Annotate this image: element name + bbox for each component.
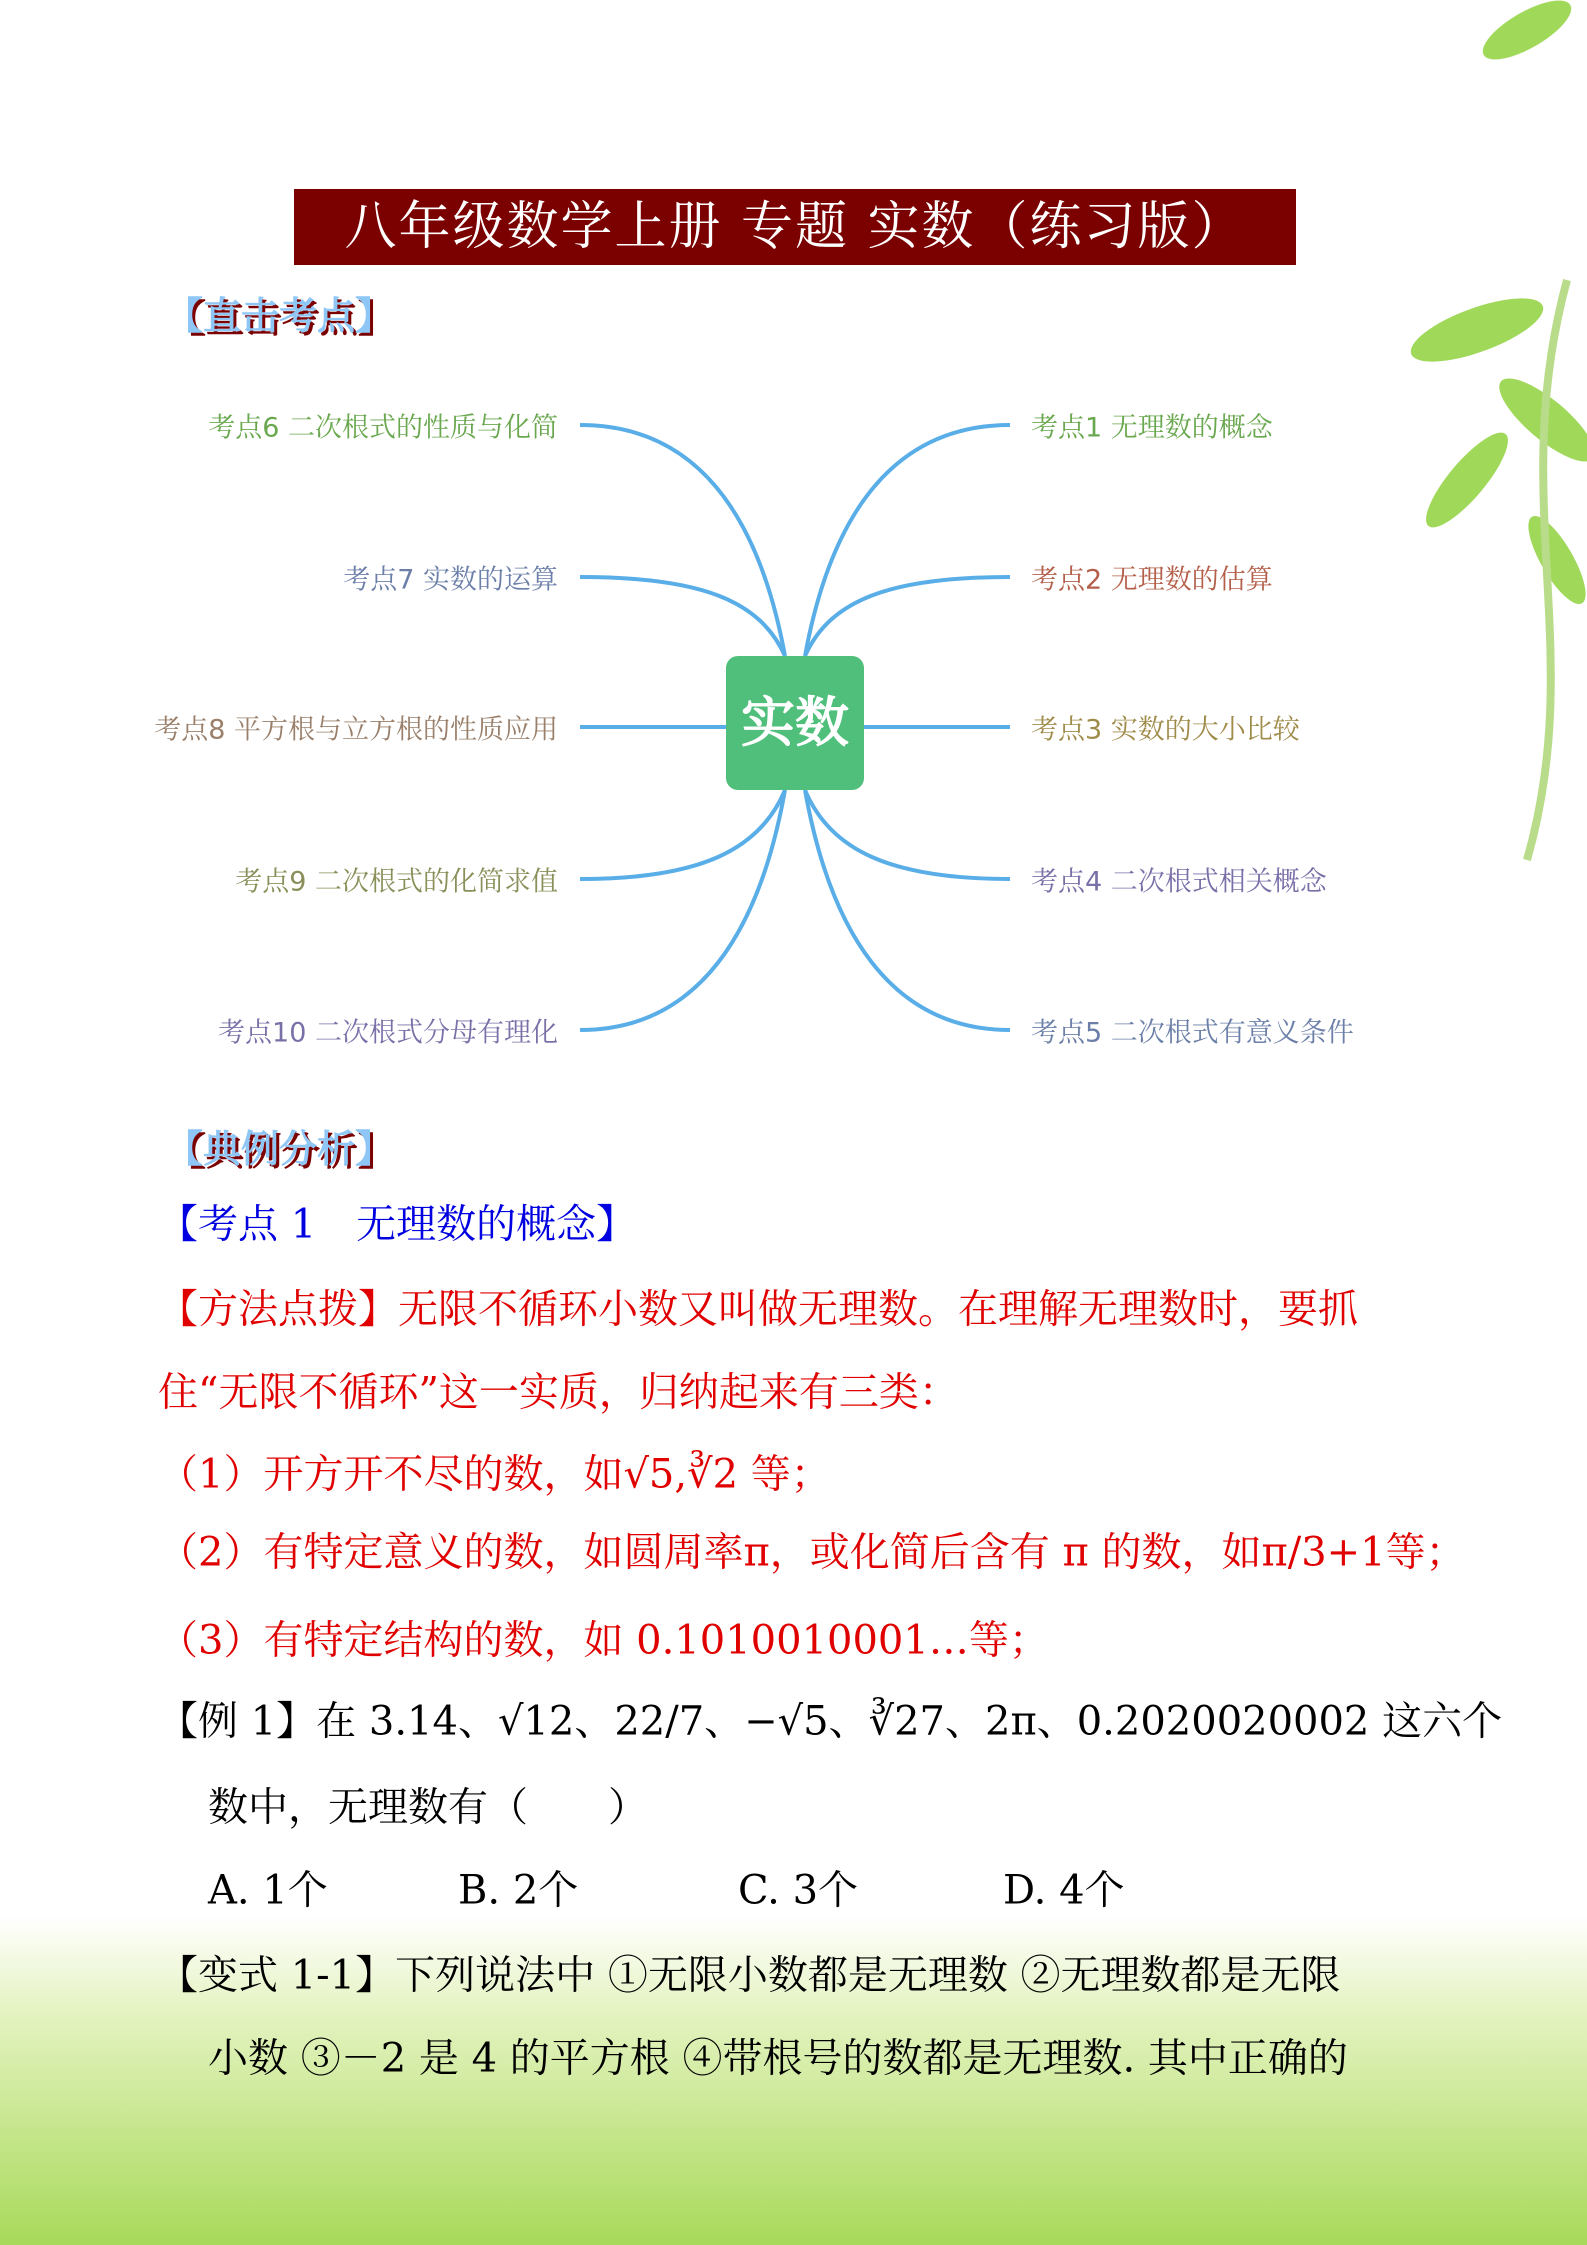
type-3: （3）有特定结构的数，如 0.1010010001…等； (158, 1617, 1049, 1664)
type-1: （1）开方开不尽的数，如√5,∛2 等； (158, 1451, 831, 1498)
kd1-heading: 【考点 1 无理数的概念】 (158, 1201, 637, 1248)
type-2: （2）有特定意义的数，如圆周率π，或化简后含有 π 的数，如π/3+1等； (158, 1529, 1466, 1576)
mindmap-node-kd5: 考点5 二次根式有意义条件 (1031, 1017, 1354, 1049)
mindmap-center-node: 实数 (726, 656, 864, 790)
mindmap-node-kd9: 考点9 二次根式的化简求值 (235, 866, 558, 898)
method-tip-line1: 【方法点拨】无限不循环小数又叫做无理数。在理解无理数时，要抓 (158, 1286, 1358, 1333)
mindmap-node-kd7: 考点7 实数的运算 (343, 564, 558, 596)
mindmap-node-kd2: 考点2 无理数的估算 (1031, 564, 1273, 596)
variant-1-1-question: 【变式 1-1】下列说法中 ①无限小数都是无理数 ②无理数都是无限 (158, 1952, 1341, 1999)
option-d: D. 4个 (1003, 1867, 1125, 1914)
section-heading-examples: 【典例分析】 (165, 1127, 394, 1171)
method-tip-line2: 住“无限不循环”这一实质，归纳起来有三类： (158, 1369, 959, 1416)
page-title: 八年级数学上册 专题 实数（练习版） (294, 189, 1296, 265)
variant-1-1-question-cont: 小数 ③－2 是 4 的平方根 ④带根号的数都是无理数. 其中正确的 (208, 2035, 1348, 2082)
mindmap-node-kd8: 考点8 平方根与立方根的性质应用 (154, 714, 558, 746)
example-1-options (208, 1859, 1498, 1916)
section-heading-key-points: 【直击考点】 (165, 294, 394, 338)
mindmap-node-kd6: 考点6 二次根式的性质与化简 (208, 412, 558, 444)
mindmap-node-kd1: 考点1 无理数的概念 (1031, 412, 1273, 444)
option-b: B. 2个 (458, 1867, 579, 1914)
option-c: C. 3个 (738, 1867, 859, 1914)
mindmap-node-kd10: 考点10 二次根式分母有理化 (218, 1017, 558, 1049)
example-1-question: 【例 1】在 3.14、√12、22/7、−√5、∛27、2π、0.2020020002 这六个 (158, 1698, 1503, 1745)
option-a: A. 1个 (208, 1867, 328, 1914)
example-1-question-cont: 数中，无理数有（ ） (208, 1784, 648, 1831)
mindmap-node-kd4: 考点4 二次根式相关概念 (1031, 866, 1327, 898)
mindmap-node-kd3: 考点3 实数的大小比较 (1031, 714, 1300, 746)
